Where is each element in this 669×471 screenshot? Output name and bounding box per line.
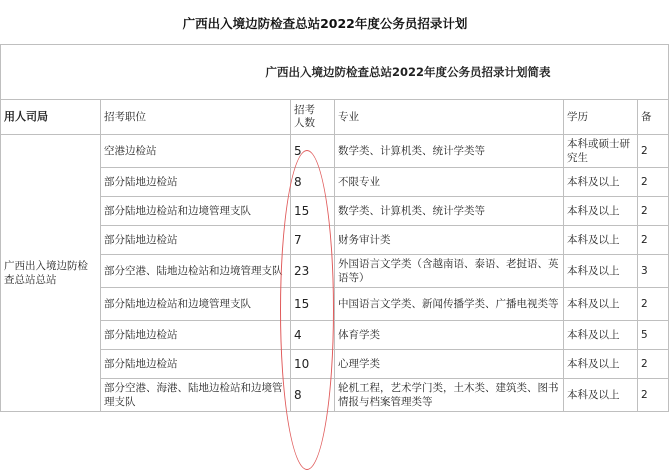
page-title: 广西出入境边防检查总站2022年度公务员招录计划 xyxy=(182,16,468,31)
count-cell: 8 xyxy=(291,379,335,412)
table-row xyxy=(1,321,669,350)
major-cell: 心理学类 xyxy=(335,350,564,379)
extra-cell: 2 xyxy=(638,288,669,321)
major-cell: 不限专业 xyxy=(335,168,564,197)
education-cell: 本科及以上 xyxy=(564,379,638,412)
position-cell: 部分陆地边检站 xyxy=(101,350,291,379)
education-cell: 本科及以上 xyxy=(564,288,638,321)
count-cell: 23 xyxy=(291,255,335,288)
position-cell: 部分空港、海港、陆地边检站和边境管理支队 xyxy=(101,379,291,412)
position-cell: 部分陆地边检站 xyxy=(101,321,291,350)
major-cell: 数学类、计算机类、统计学类等 xyxy=(335,135,564,168)
position-cell: 部分陆地边检站 xyxy=(101,226,291,255)
education-cell: 本科及以上 xyxy=(564,168,638,197)
extra-cell: 2 xyxy=(638,135,669,168)
education-cell: 本科及以上 xyxy=(564,197,638,226)
count-cell: 7 xyxy=(291,226,335,255)
count-cell: 10 xyxy=(291,350,335,379)
count-cell: 8 xyxy=(291,168,335,197)
table-row xyxy=(1,350,669,379)
table-row xyxy=(1,255,669,288)
table-title: 广西出入境边防检查总站2022年度公务员招录计划简表 xyxy=(1,45,669,100)
table-row xyxy=(1,288,669,321)
extra-cell: 5 xyxy=(638,321,669,350)
major-cell: 轮机工程，艺术学门类，土木类、建筑类、图书情报与档案管理类等 xyxy=(335,379,564,412)
count-cell: 15 xyxy=(291,288,335,321)
education-cell: 本科或硕士研究生 xyxy=(564,135,638,168)
major-cell: 中国语言文学类、新闻传播学类、广播电视类等 xyxy=(335,288,564,321)
table-row xyxy=(1,379,669,412)
recruitment-table xyxy=(0,44,669,412)
table-header-row xyxy=(1,100,669,135)
position-cell: 部分陆地边检站和边境管理支队 xyxy=(101,197,291,226)
count-cell: 4 xyxy=(291,321,335,350)
extra-cell: 2 xyxy=(638,226,669,255)
recruitment-table-sheet xyxy=(0,44,650,471)
education-cell: 本科及以上 xyxy=(564,255,638,288)
extra-cell: 2 xyxy=(638,197,669,226)
count-cell: 15 xyxy=(291,197,335,226)
major-cell: 数学类、计算机类、统计学类等 xyxy=(335,197,564,226)
count-cell: 5 xyxy=(291,135,335,168)
major-cell: 外国语言文学类（含越南语、泰语、老挝语、英语等） xyxy=(335,255,564,288)
header-major: 专业 xyxy=(335,100,564,135)
extra-cell: 2 xyxy=(638,168,669,197)
position-cell: 部分陆地边检站 xyxy=(101,168,291,197)
table-row xyxy=(1,135,669,168)
education-cell: 本科及以上 xyxy=(564,226,638,255)
education-cell: 本科及以上 xyxy=(564,321,638,350)
extra-cell: 3 xyxy=(638,255,669,288)
header-department: 用人司局 xyxy=(1,100,101,135)
table-row xyxy=(1,226,669,255)
extra-cell: 2 xyxy=(638,350,669,379)
department-cell: 广西出入境边防检查总站总站 xyxy=(1,135,101,412)
header-education: 学历 xyxy=(564,100,638,135)
major-cell: 财务审计类 xyxy=(335,226,564,255)
education-cell: 本科及以上 xyxy=(564,350,638,379)
header-count: 招考 人数 xyxy=(291,100,335,135)
extra-cell: 2 xyxy=(638,379,669,412)
position-cell: 部分空港、陆地边检站和边境管理支队 xyxy=(101,255,291,288)
table-row xyxy=(1,197,669,226)
header-extra: 备 xyxy=(638,100,669,135)
table-row xyxy=(1,168,669,197)
position-cell: 部分陆地边检站和边境管理支队 xyxy=(101,288,291,321)
header-position: 招考职位 xyxy=(101,100,291,135)
major-cell: 体育学类 xyxy=(335,321,564,350)
position-cell: 空港边检站 xyxy=(101,135,291,168)
